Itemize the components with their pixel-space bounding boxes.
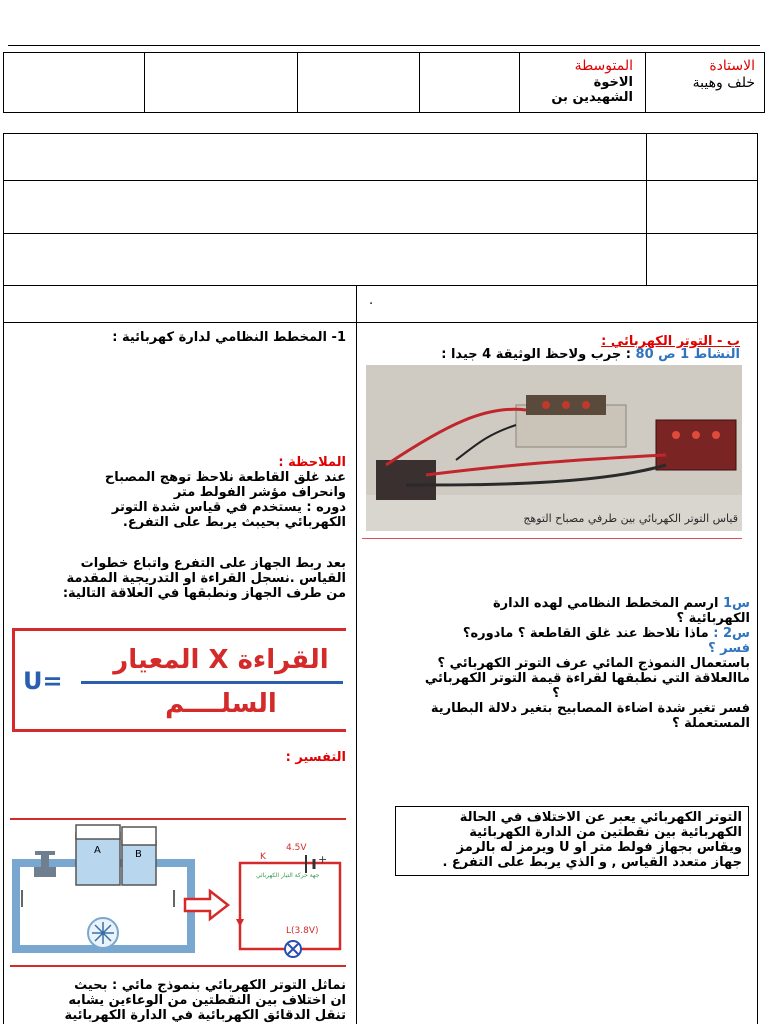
explain-title: التفسير : (285, 750, 346, 765)
question-prefix: س2 : (713, 626, 750, 641)
photo-caption: قياس التوتر الكهربائي بين طرفي مصباح التوهج (523, 512, 738, 525)
definition-line: الكهربائية بين نقطتين من الدارة الكهربائية (469, 825, 742, 840)
photo-illustration (366, 365, 742, 531)
row-dot: . (369, 293, 374, 308)
bottom-line: تنقل الدقائق الكهربائية في الدارة الكهربائية (64, 1008, 346, 1023)
note-line: دوره : يستخدم في قياس شدة التوتر (111, 500, 346, 515)
teacher-label: الاستادة (709, 58, 755, 74)
question-text: فسر تغير شدة اضاءة المصابيح بتغير دلالة البطارية (430, 701, 750, 716)
lamp-label: L(3.8V) (286, 926, 319, 936)
top-rule (8, 45, 760, 46)
question-text: المستعملة ؟ (672, 716, 750, 731)
questions-block (362, 596, 750, 731)
svg-text:+: + (318, 853, 328, 866)
question-text: ماالعلاقة التي نطبقها لقراءة قيمة التوتر الكهربائي (424, 671, 750, 686)
school-name-2: الشهيدين بن (551, 90, 633, 105)
tank-b-label: B (135, 849, 142, 860)
formula-denominator: السلــــم (165, 689, 277, 719)
bottom-line: نماثل التوتر الكهربائي بنموذج مائي : بحيث (74, 978, 346, 993)
school-cell (523, 58, 633, 105)
question-text: ارسم المخطط النظامي لهده الدارة (492, 596, 723, 611)
question-line (362, 656, 750, 671)
formula-numerator: القراءة X المعيار (113, 645, 329, 675)
section-title: ب - التوتر الكهربائي : (601, 334, 740, 349)
question-text: ؟ (552, 686, 560, 701)
battery-voltage-label: 4.5V (286, 843, 307, 853)
definition-line: جهاز متعدد القياس , و الذي يربط على التفرع . (442, 855, 742, 870)
tank-a-label: A (94, 845, 101, 856)
formula-fraction-bar (81, 681, 343, 684)
question-line (362, 626, 750, 641)
procedure-line: من طرف الجهاز ونطبقها في العلاقة التالية: (62, 586, 346, 601)
teacher-name: خلف وهيبة (692, 75, 755, 91)
note-line: الكهربائي بحيبث يربط على التفرع. (122, 515, 346, 530)
header-table (3, 52, 765, 113)
procedure-line: بعد ربط الجهاز على التفرع واتباع خطوات (80, 556, 346, 571)
analogy-svg (10, 815, 346, 975)
definition-box (395, 806, 749, 876)
photo-underline (362, 538, 742, 539)
question-line (362, 701, 750, 716)
note-title: الملاحظة : (278, 455, 346, 470)
question-line (362, 686, 750, 701)
procedure-block (10, 556, 346, 601)
school-label: المتوسطة (574, 58, 633, 74)
question-prefix: س1 (723, 596, 750, 611)
water-model-diagram (10, 815, 346, 975)
activity-line (360, 347, 740, 362)
note-block (10, 455, 346, 530)
activity-prefix: النشاط 1 ص 80 (635, 347, 740, 362)
question-line (362, 596, 750, 611)
question-prefix: فسر ؟ (708, 641, 750, 656)
bottom-block (10, 978, 346, 1023)
question-line (362, 611, 750, 626)
question-line (362, 671, 750, 686)
question-text: باستعمال النموذج المائي عرف التوتر الكهربائي ؟ (437, 656, 750, 671)
note-line: وانحراف مؤشر الفولط متر (173, 485, 346, 500)
current-caption: جهة حركة التيار الكهربائي (256, 872, 320, 879)
bottom-line: ان اختلاف بين النقطتين من الوعاءين يشابه (68, 993, 346, 1008)
definition-line: التوتر الكهربائي يعبر عن الاختلاف في الحالة (459, 810, 742, 825)
question-text: الكهربائية ؟ (676, 611, 750, 626)
switch-label: K (260, 852, 266, 862)
definition-line: ويقاس بجهاز فولط متر او U ويرمز له بالرمز (456, 840, 742, 855)
formula-lhs: U= (23, 667, 63, 695)
question-line (362, 641, 750, 656)
procedure-line: القياس .نسجل القراءة او التدريجية المقدمة (66, 571, 346, 586)
teacher-cell (649, 58, 755, 92)
circuit-photo (366, 365, 742, 531)
note-line: عند غلق القاطعة نلاحظ توهج المصباح (104, 470, 346, 485)
formula-box (12, 628, 346, 732)
question-text: ماذا نلاحظ عند غلق القاطعة ؟ مادوره؟ (462, 626, 714, 641)
left-heading: 1- المخطط النظامي لدارة كهربائية : (112, 330, 346, 345)
question-line (362, 716, 750, 731)
activity-text: : جرب ولاحظ الوثيقة 4 جيدا : (441, 347, 636, 362)
school-name-1: الاخوة (593, 75, 633, 90)
